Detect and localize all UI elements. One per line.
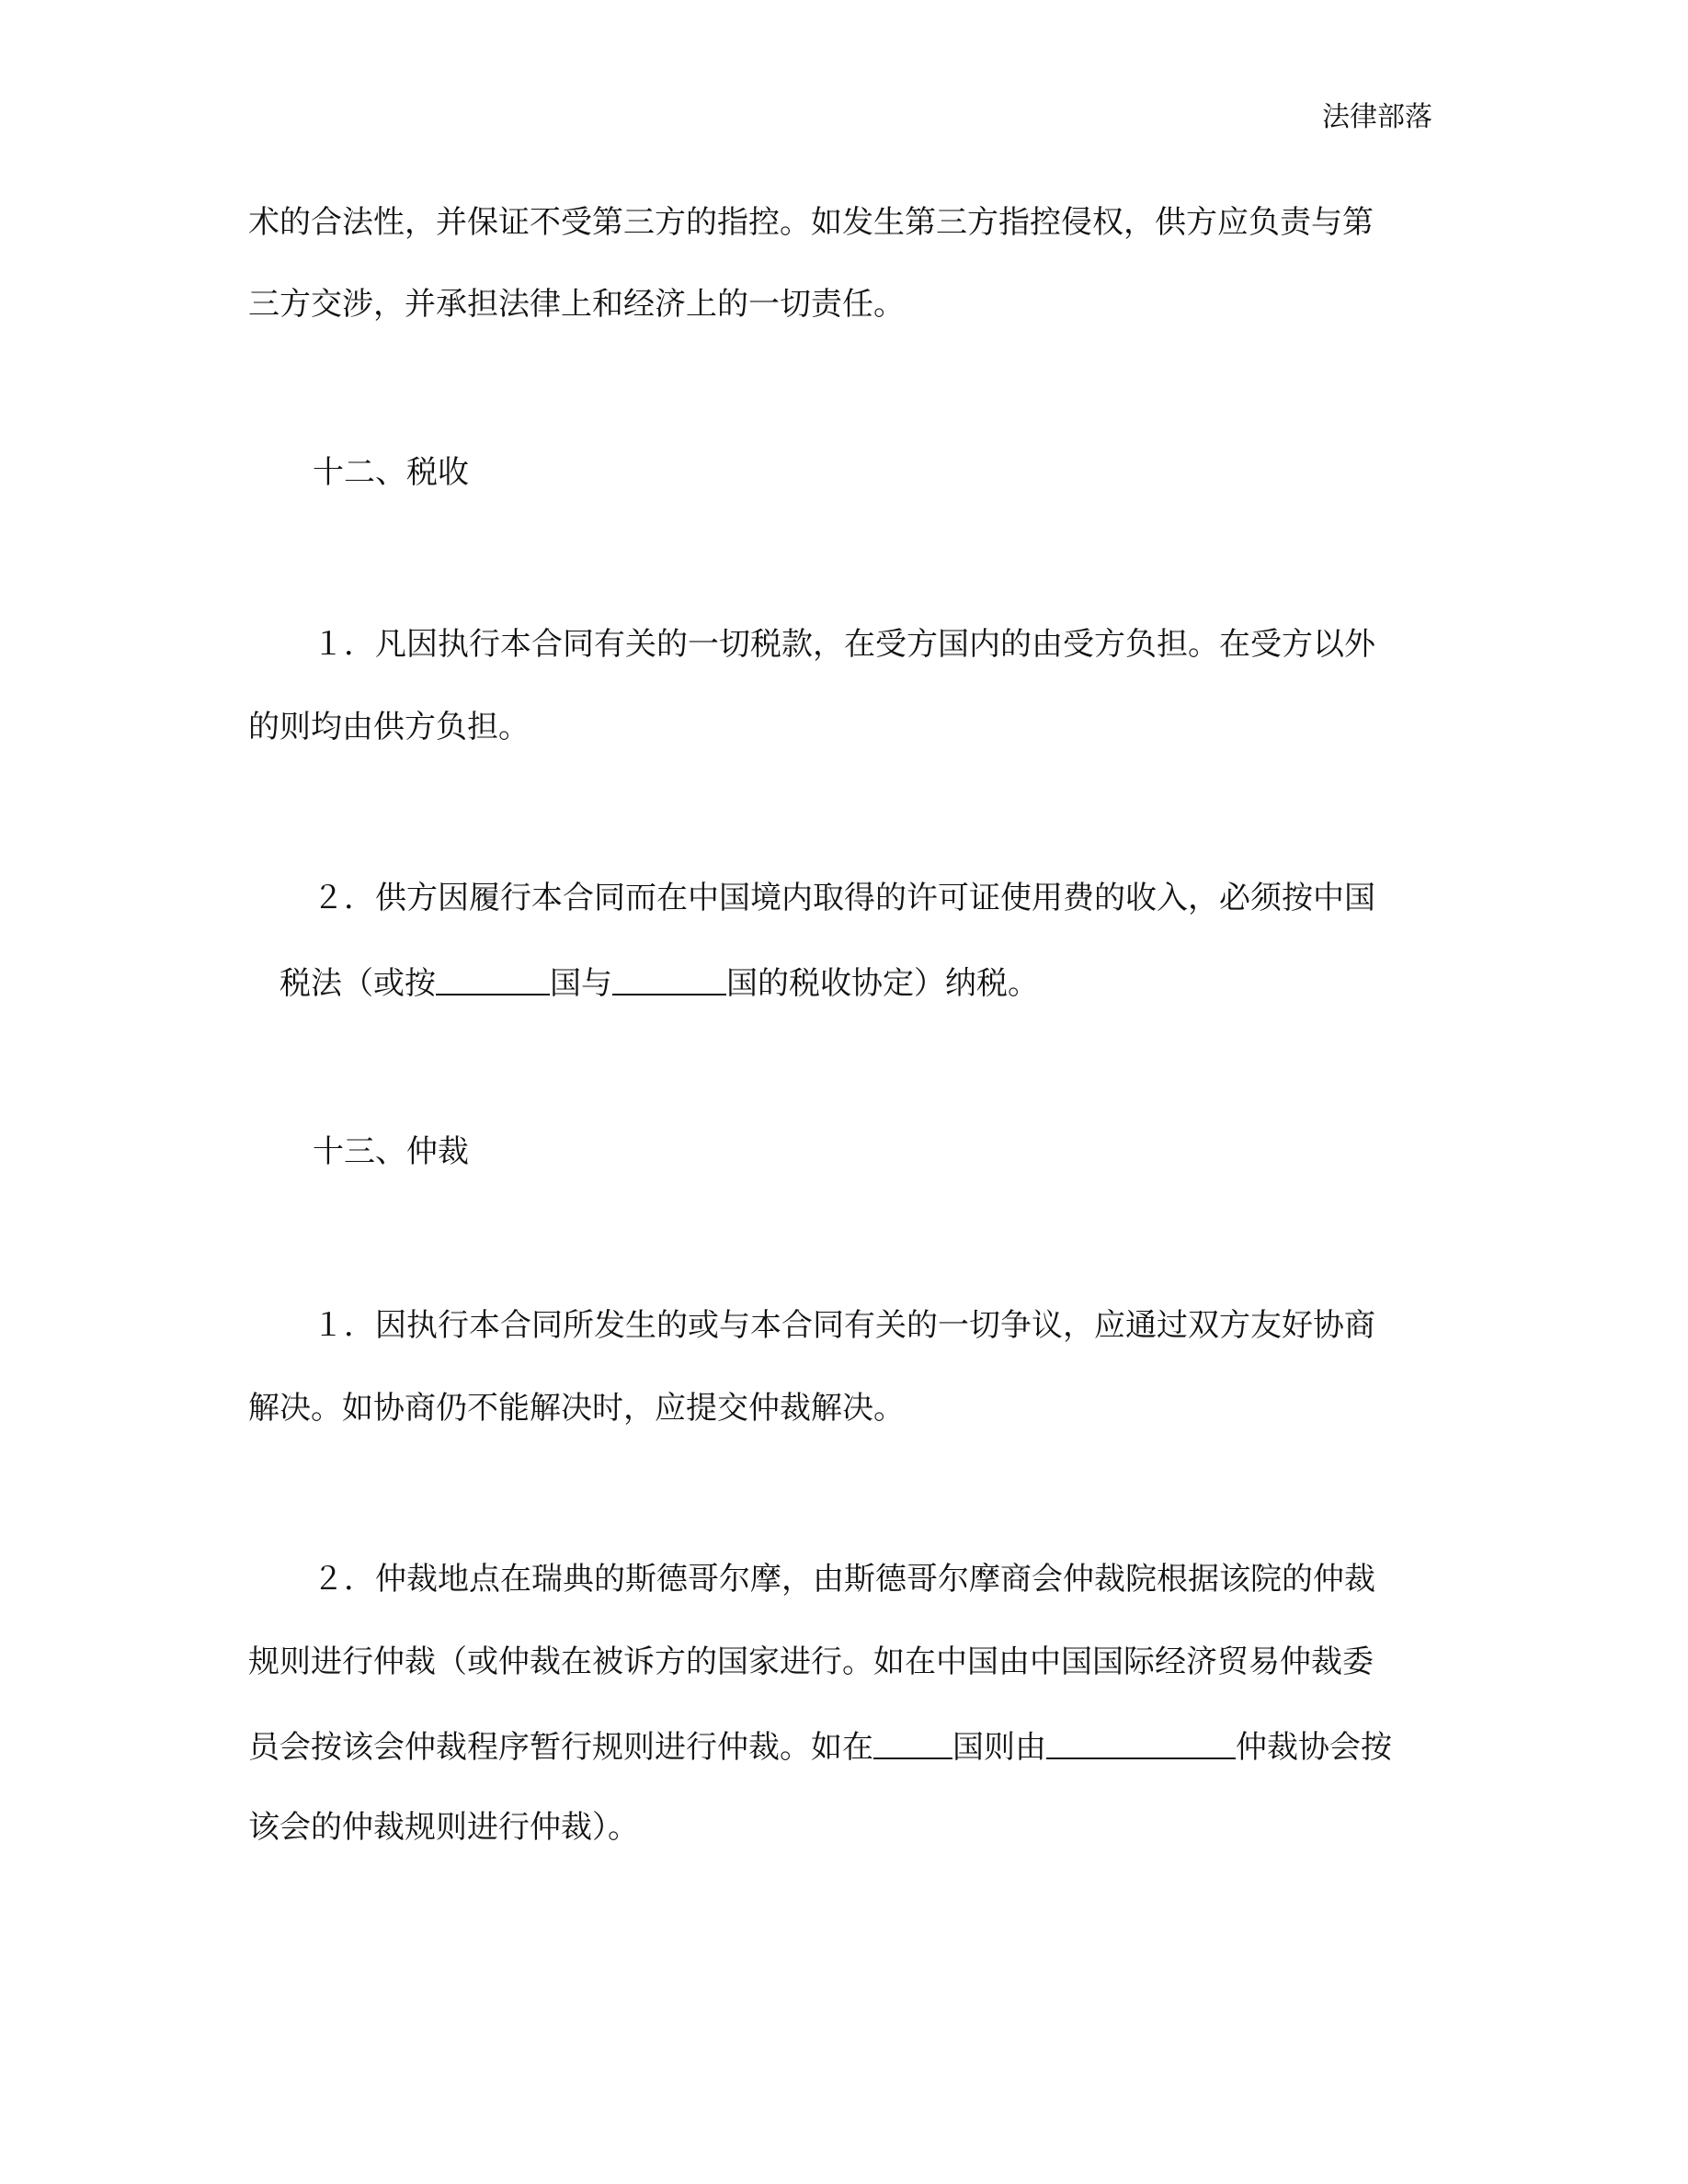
clause-13-1-line: １．因执行本合同所发生的或与本合同有关的一切争议，应通过双方友好协商 (313, 1307, 1375, 1344)
clause-13-1-line: 解决。如协商仍不能解决时，应提交仲裁解决。 (248, 1390, 905, 1427)
section-heading-13: 十三、仲裁 (313, 1133, 469, 1170)
fill-in-blank[interactable] (612, 961, 726, 995)
text-fragment: 税法（或按 (279, 965, 436, 1002)
paragraph-line: 三方交涉，并承担法律上和经济上的一切责任。 (248, 286, 905, 323)
page-header: 法律部落 (1322, 101, 1432, 133)
clause-13-2-line: 该会的仲裁规则进行仲裁）。 (248, 1809, 639, 1846)
clause-12-1-line: １．凡因执行本合同有关的一切税款，在受方国内的由受方负担。在受方以外 (313, 626, 1375, 663)
clause-12-1-line: 的则均由供方负担。 (248, 709, 530, 745)
text-fragment: 国则由 (952, 1729, 1046, 1766)
section-heading-12: 十二、税收 (313, 454, 469, 491)
fill-in-blank[interactable] (436, 961, 550, 995)
text-fragment: 国的税收协定）纳税。 (726, 965, 1039, 1002)
clause-13-2-line: 规则进行仲裁（或仲裁在被诉方的国家进行。如在中国由中国国际经济贸易仲裁委 (248, 1644, 1374, 1680)
text-fragment: 国与 (550, 965, 612, 1002)
clause-12-2-line: ２．供方因履行本合同而在中国境内取得的许可证使用费的收入，必须按中国 (313, 880, 1375, 916)
paragraph-line: 术的合法性，并保证不受第三方的指控。如发生第三方指控侵权，供方应负责与第 (248, 204, 1374, 241)
clause-13-2-line: ２．仲裁地点在瑞典的斯德哥尔摩，由斯德哥尔摩商会仲裁院根据该院的仲裁 (313, 1561, 1375, 1598)
fill-in-blank[interactable] (873, 1724, 952, 1759)
clause-13-2-line-with-blanks (248, 1723, 1392, 1769)
fill-in-blank[interactable] (1046, 1724, 1236, 1759)
clause-12-2-line-with-blanks (279, 959, 1039, 1006)
text-fragment: 仲裁协会按 (1236, 1729, 1392, 1766)
text-fragment: 员会按该会仲裁程序暂行规则进行仲裁。如在 (248, 1729, 873, 1766)
